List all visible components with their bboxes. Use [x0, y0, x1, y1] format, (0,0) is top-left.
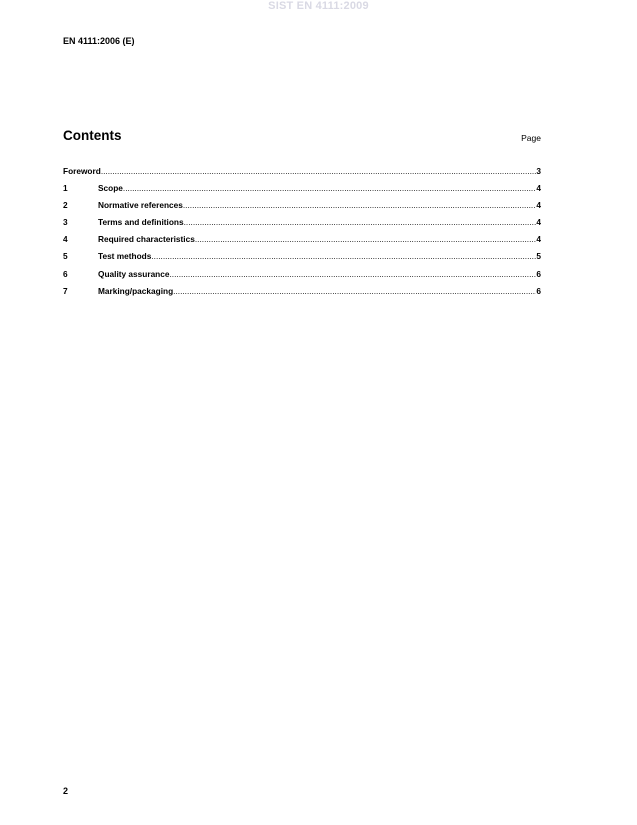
toc-entry-label: Scope	[98, 183, 123, 194]
toc-entry-normative-references[interactable]	[63, 200, 541, 217]
toc-entry-label: Required characteristics	[98, 234, 195, 245]
toc-entry-label: Normative references	[98, 200, 183, 211]
page-column-label: Page	[521, 133, 541, 143]
toc-entry-label: Test methods	[98, 251, 152, 262]
toc-leader-dots	[173, 286, 536, 296]
toc-entry-test-methods[interactable]	[63, 251, 541, 268]
toc-entry-scope[interactable]	[63, 183, 541, 200]
toc-leader-dots	[183, 200, 537, 210]
toc-leader-dots	[123, 183, 536, 193]
toc-entry-page: 6	[536, 268, 541, 279]
toc-entry-number: 3	[63, 217, 68, 228]
toc-entry-label: Marking/packaging	[98, 285, 174, 296]
toc-entry-page: 4	[536, 183, 541, 194]
toc-entry-label: Quality assurance	[98, 268, 170, 279]
toc-entry-number: 4	[63, 234, 68, 245]
toc-entry-page: 4	[536, 200, 541, 211]
toc-entry-terms-and-definitions[interactable]	[63, 217, 541, 234]
toc-leader-dots	[195, 234, 537, 244]
toc-entry-page: 3	[536, 166, 541, 176]
toc-entry-page: 6	[536, 285, 541, 296]
toc-entry-number: 6	[63, 268, 68, 279]
toc-entry-page: 4	[536, 234, 541, 245]
toc-entry-number: 5	[63, 251, 68, 262]
watermark: SIST EN 4111:2009	[268, 0, 369, 12]
toc-entry-label: Foreword	[63, 166, 101, 176]
toc-leader-dots	[101, 166, 537, 176]
table-of-contents	[63, 166, 541, 303]
toc-entry-foreword[interactable]	[63, 166, 541, 183]
toc-entry-number: 1	[63, 183, 68, 194]
toc-entry-number: 2	[63, 200, 68, 211]
page-number: 2	[63, 786, 69, 796]
document-id: EN 4111:2006 (E)	[63, 36, 135, 46]
toc-entry-quality-assurance[interactable]	[63, 269, 541, 286]
toc-leader-dots	[184, 217, 537, 227]
toc-entry-page: 5	[536, 251, 541, 262]
toc-entry-number: 7	[63, 285, 68, 296]
toc-entry-required-characteristics[interactable]	[63, 234, 541, 251]
toc-leader-dots	[151, 251, 536, 261]
toc-entry-label: Terms and definitions	[98, 217, 184, 228]
toc-entry-page: 4	[536, 217, 541, 228]
toc-entry-marking-packaging[interactable]	[63, 286, 541, 303]
contents-title: Contents	[63, 128, 122, 143]
toc-leader-dots	[169, 269, 536, 279]
